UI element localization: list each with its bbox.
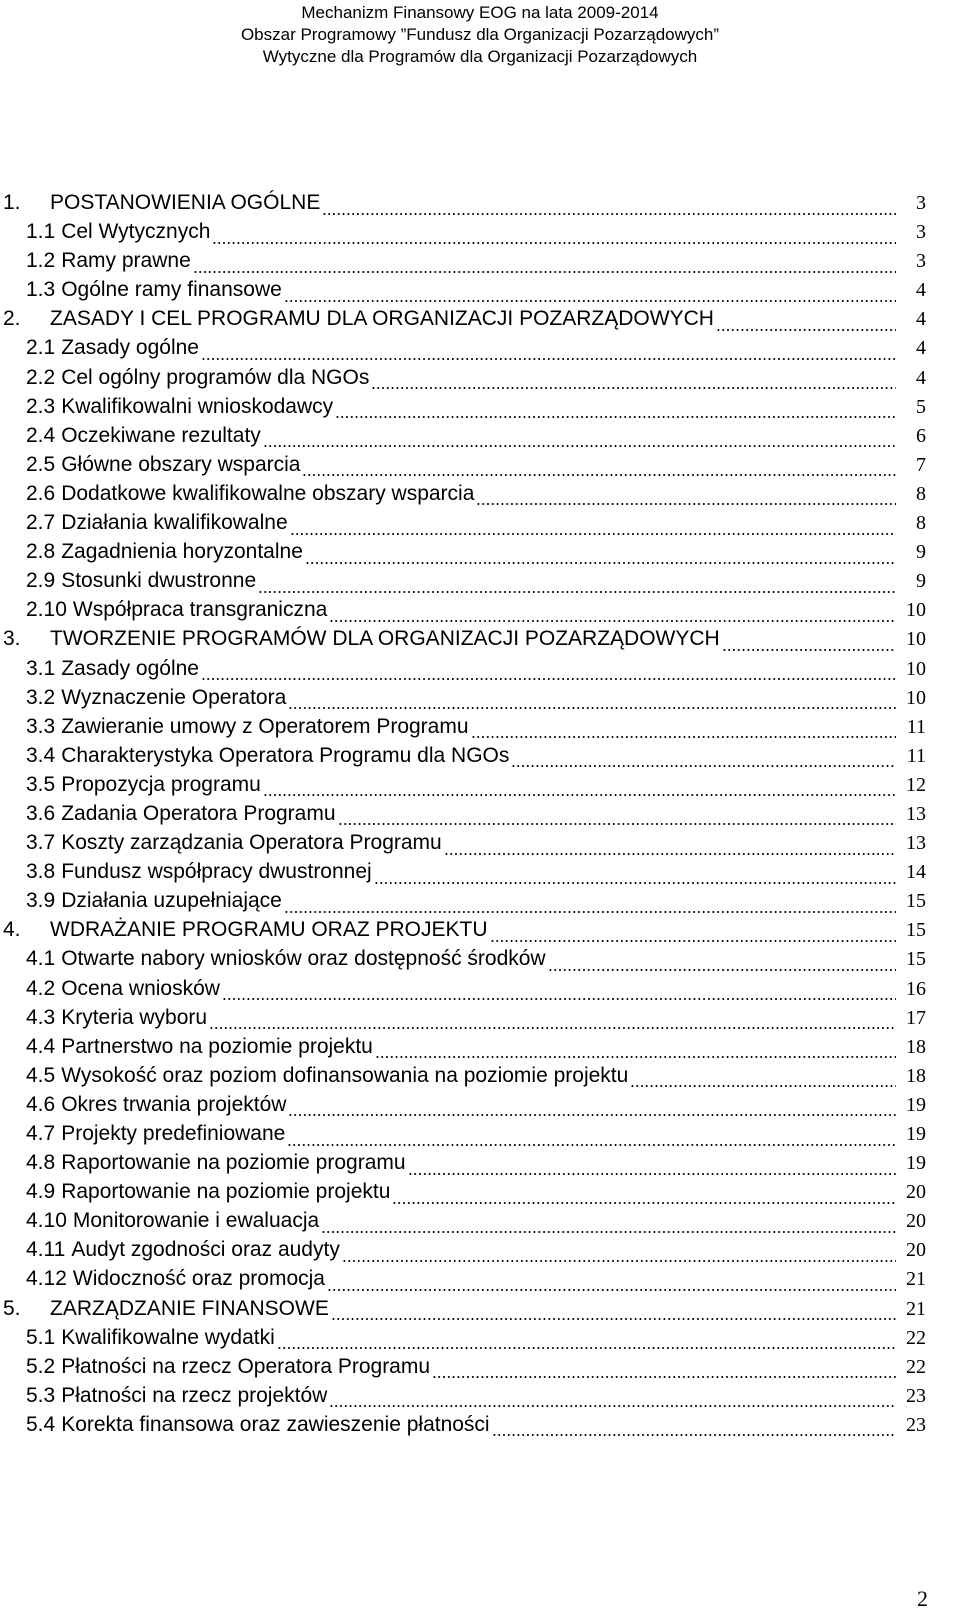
toc-entry-page: 10 (906, 599, 926, 622)
toc-entry-title: Wyznaczenie Operatora (61, 683, 288, 712)
toc-entry-page: 4 (916, 337, 926, 360)
toc-entry-title: Dodatkowe kwalifikowalne obszary wsparcia (61, 479, 476, 508)
toc-entry-title: Kwalifikowalne wydatki (61, 1323, 277, 1352)
toc-section-entry[interactable] (0, 1090, 960, 1119)
toc-entry-title: Korekta finansowa oraz zawieszenie płatności (61, 1410, 491, 1439)
toc-dot-leader (263, 427, 896, 448)
toc-entry-number: 4.1 (26, 947, 56, 971)
toc-section-entry[interactable] (0, 1061, 960, 1090)
toc-entry-page: 18 (906, 1064, 926, 1087)
toc-entry-page: 13 (906, 832, 926, 855)
toc-dot-leader (335, 398, 896, 419)
toc-entry-page: 9 (916, 570, 926, 593)
toc-entry-title: Wysokość oraz poziom dofinansowania na poziomie projektu (61, 1061, 630, 1090)
toc-entry-title: Oczekiwane rezultaty (61, 421, 263, 450)
toc-dot-leader (548, 951, 896, 972)
toc-dot-leader (374, 864, 896, 885)
toc-entry-page: 4 (916, 366, 926, 389)
toc-entry-page: 6 (916, 424, 926, 447)
toc-entry-page: 13 (906, 802, 926, 825)
toc-entry-title: Otwarte nabory wniosków oraz dostępność środków (61, 944, 547, 973)
toc-entry-number: 4.2 (26, 976, 56, 1000)
toc-entry-page: 20 (906, 1239, 926, 1262)
toc-dot-leader (288, 1096, 896, 1117)
toc-dot-leader (511, 747, 896, 768)
toc-entry-number: 1.2 (26, 249, 56, 273)
toc-dot-leader (258, 573, 896, 594)
toc-section-entry[interactable] (0, 770, 960, 799)
toc-section-entry[interactable] (0, 1264, 960, 1293)
toc-entry-title: Kwalifikowalni wnioskodawcy (61, 392, 335, 421)
toc-dot-leader (287, 1126, 896, 1147)
toc-dot-leader (338, 805, 896, 826)
toc-section-entry[interactable] (0, 799, 960, 828)
toc-entry-title: Stosunki dwustronne (61, 566, 258, 595)
toc-section-entry[interactable] (0, 1148, 960, 1177)
toc-section-entry[interactable] (0, 392, 960, 421)
toc-entry-title: Raportowanie na poziomie projektu (61, 1177, 392, 1206)
toc-dot-leader (329, 1387, 896, 1408)
toc-entry-number: 5.2 (26, 1354, 56, 1378)
toc-entry-title: POSTANOWIENIA OGÓLNE (50, 188, 322, 217)
toc-entry-title: Audyt zgodności oraz audyty (71, 1235, 342, 1264)
toc-dot-leader (716, 311, 896, 332)
toc-dot-leader (302, 456, 896, 477)
toc-entry-page: 18 (906, 1035, 926, 1058)
toc-entry-number: 3.3 (26, 714, 56, 738)
toc-dot-leader (321, 1213, 896, 1234)
toc-dot-leader (630, 1067, 896, 1088)
toc-entry-number: 5. (3, 1296, 21, 1320)
toc-entry-page: 5 (916, 395, 926, 418)
toc-dot-leader (201, 340, 896, 361)
toc-dot-leader (408, 1155, 896, 1176)
toc-dot-leader (201, 660, 896, 681)
toc-entry-page: 10 (906, 657, 926, 680)
page-number: 2 (917, 1586, 928, 1611)
toc-entry-title: Zasady ogólne (61, 333, 201, 362)
toc-dot-leader (305, 544, 896, 565)
toc-entry-number: 3.4 (26, 743, 56, 767)
toc-entry-page: 20 (906, 1210, 926, 1233)
toc-chapter-entry[interactable] (0, 1294, 960, 1323)
toc-dot-leader (284, 893, 896, 914)
toc-entry-page: 21 (906, 1297, 926, 1320)
toc-entry-number: 5.4 (26, 1412, 56, 1436)
toc-entry-page: 3 (916, 250, 926, 273)
toc-section-entry[interactable] (0, 1177, 960, 1206)
toc-section-entry[interactable] (0, 1235, 960, 1264)
toc-entry-title: Główne obszary wsparcia (61, 450, 302, 479)
toc-entry-page: 10 (906, 686, 926, 709)
toc-entry-number: 1. (3, 191, 21, 214)
toc-section-entry[interactable] (0, 537, 960, 566)
toc-dot-leader (209, 1009, 896, 1030)
toc-entry-page: 8 (916, 482, 926, 505)
toc-entry-number: 1.1 (26, 220, 56, 244)
toc-section-entry[interactable] (0, 450, 960, 479)
toc-section-entry[interactable] (0, 246, 960, 275)
toc-entry-page: 23 (906, 1384, 926, 1407)
toc-dot-leader (371, 369, 896, 390)
toc-section-entry[interactable] (0, 1323, 960, 1352)
toc-entry-number: 3.6 (26, 801, 56, 825)
toc-entry-page: 20 (906, 1181, 926, 1204)
toc-entry-number: 3.7 (26, 831, 56, 855)
page-header (0, 2, 960, 68)
toc-dot-leader (476, 485, 896, 506)
toc-entry-number: 3.5 (26, 772, 56, 796)
toc-entry-title: Zadania Operatora Programu (61, 799, 337, 828)
toc-chapter-entry[interactable] (0, 915, 960, 944)
toc-entry-title: Partnerstwo na poziomie projektu (61, 1032, 375, 1061)
toc-entry-number: 4. (3, 918, 21, 942)
toc-dot-leader (193, 253, 896, 274)
toc-entry-title: Projekty predefiniowane (61, 1119, 287, 1148)
toc-entry-title: Kryteria wyboru (61, 1003, 209, 1032)
toc-entry-number: 4.11 (26, 1238, 66, 1262)
toc-entry-number: 3.9 (26, 889, 56, 913)
toc-entry-number: 4.5 (26, 1063, 56, 1087)
toc-entry-page: 15 (906, 948, 926, 971)
toc-entry-page: 16 (906, 977, 926, 1000)
toc-entry-number: 2.3 (26, 394, 56, 418)
toc-entry-title: ZASADY I CEL PROGRAMU DLA ORGANIZACJI POZARZĄDOWYCH (50, 304, 716, 333)
toc-entry-title: Płatności na rzecz projektów (61, 1381, 329, 1410)
toc-dot-leader (432, 1358, 896, 1379)
toc-chapter-entry[interactable] (0, 188, 960, 217)
header-document-title: Wytyczne dla Programów dla Organizacji Pozarządowych (262, 47, 698, 66)
toc-entry-title: Ramy prawne (61, 246, 193, 275)
toc-entry-page: 4 (916, 279, 926, 302)
toc-entry-title: ZARZĄDZANIE FINANSOWE (50, 1294, 331, 1323)
toc-section-entry[interactable] (0, 1032, 960, 1061)
toc-entry-title: Okres trwania projektów (61, 1090, 288, 1119)
toc-entry-page: 22 (906, 1326, 926, 1349)
toc-dot-leader (331, 1300, 896, 1321)
toc-entry-page: 19 (906, 1152, 926, 1175)
toc-entry-number: 2. (3, 307, 21, 331)
table-of-contents (0, 188, 960, 1439)
toc-entry-title: Płatności na rzecz Operatora Programu (61, 1352, 432, 1381)
toc-entry-number: 3.2 (26, 685, 56, 709)
toc-entry-title: Ogólne ramy finansowe (61, 275, 284, 304)
toc-dot-leader (277, 1329, 896, 1350)
toc-dot-leader (322, 195, 896, 216)
toc-entry-page: 3 (916, 221, 926, 244)
toc-dot-leader (288, 689, 896, 710)
toc-dot-leader (490, 922, 896, 943)
toc-entry-title: Monitorowanie i ewaluacja (73, 1206, 321, 1235)
toc-entry-number: 4.4 (26, 1034, 56, 1058)
toc-entry-number: 4.3 (26, 1005, 56, 1029)
toc-dot-leader (444, 835, 896, 856)
toc-dot-leader (375, 1038, 896, 1059)
toc-entry-page: 8 (916, 512, 926, 535)
toc-section-entry[interactable] (0, 886, 960, 915)
toc-entry-title: Fundusz współpracy dwustronnej (61, 857, 374, 886)
toc-entry-title: Działania uzupełniające (61, 886, 284, 915)
toc-entry-page: 4 (916, 308, 926, 331)
toc-entry-number: 2.4 (26, 423, 56, 447)
toc-entry-number: 3.1 (26, 656, 56, 680)
toc-entry-page: 21 (906, 1268, 926, 1291)
toc-entry-number: 4.6 (26, 1092, 56, 1116)
toc-section-entry[interactable] (0, 1206, 960, 1235)
toc-entry-title: Zagadnienia horyzontalne (61, 537, 305, 566)
toc-entry-title: Działania kwalifikowalne (61, 508, 289, 537)
header-program-area: Obszar Programowy ”Fundusz dla Organizacji Pozarządowych” (240, 25, 720, 44)
toc-dot-leader (392, 1184, 896, 1205)
toc-section-entry[interactable] (0, 217, 960, 246)
toc-dot-leader (327, 1271, 896, 1292)
toc-entry-page: 3 (916, 192, 926, 214)
toc-section-entry[interactable] (0, 828, 960, 857)
toc-section-entry[interactable] (0, 1381, 960, 1410)
toc-entry-number: 2.6 (26, 481, 56, 505)
toc-entry-number: 4.9 (26, 1180, 56, 1204)
toc-entry-page: 19 (906, 1123, 926, 1145)
toc-entry-page: 12 (906, 773, 926, 796)
header-program-title: Mechanizm Finansowy EOG na lata 2009-2014 (301, 3, 659, 22)
toc-entry-number: 2.10 (26, 598, 67, 622)
toc-entry-page: 10 (906, 628, 926, 651)
toc-entry-title: Cel ogólny programów dla NGOs (61, 363, 371, 392)
toc-section-entry[interactable] (0, 712, 960, 741)
toc-entry-number: 2.8 (26, 540, 56, 564)
toc-entry-number: 5.1 (26, 1325, 56, 1349)
toc-entry-number: 2.9 (26, 569, 56, 593)
toc-entry-page: 23 (906, 1413, 926, 1436)
toc-dot-leader (471, 718, 896, 739)
toc-section-entry[interactable] (0, 1352, 960, 1381)
toc-section-entry[interactable] (0, 741, 960, 770)
toc-section-entry[interactable] (0, 944, 960, 973)
toc-section-entry[interactable] (0, 333, 960, 362)
toc-entry-page: 14 (906, 861, 926, 884)
toc-entry-title: Zawieranie umowy z Operatorem Programu (61, 712, 470, 741)
toc-section-entry[interactable] (0, 857, 960, 886)
toc-entry-number: 4.8 (26, 1151, 56, 1175)
toc-section-entry[interactable] (0, 1410, 960, 1439)
toc-dot-leader (212, 224, 896, 245)
toc-entry-number: 3.8 (26, 860, 56, 884)
toc-dot-leader (722, 631, 896, 652)
toc-section-entry[interactable] (0, 566, 960, 595)
toc-dot-leader (222, 980, 896, 1001)
toc-section-entry[interactable] (0, 595, 960, 624)
toc-section-entry[interactable] (0, 683, 960, 712)
toc-entry-number: 1.3 (26, 278, 56, 302)
toc-entry-title: Charakterystyka Operatora Programu dla NGOs (61, 741, 511, 770)
toc-entry-number: 2.2 (26, 365, 56, 389)
toc-entry-number: 2.1 (26, 336, 56, 360)
toc-section-entry[interactable] (0, 363, 960, 392)
toc-entry-title: Współpraca transgraniczna (73, 595, 329, 624)
toc-entry-page: 11 (906, 744, 926, 767)
toc-entry-title: Cel Wytycznych (61, 217, 212, 246)
toc-entry-page: 7 (916, 453, 926, 476)
toc-entry-title: Zasady ogólne (61, 654, 201, 683)
toc-entry-page: 15 (906, 919, 926, 942)
toc-entry-title: WDRAŻANIE PROGRAMU ORAZ PROJEKTU (50, 915, 490, 944)
toc-dot-leader (290, 515, 896, 536)
toc-section-entry[interactable] (0, 1119, 960, 1148)
toc-dot-leader (263, 776, 896, 797)
toc-section-entry[interactable] (0, 275, 960, 304)
toc-entry-title: Ocena wniosków (61, 974, 222, 1003)
toc-entry-title: Raportowanie na poziomie programu (61, 1148, 407, 1177)
toc-chapter-entry[interactable] (0, 304, 960, 333)
toc-entry-number: 2.5 (26, 452, 56, 476)
toc-entry-page: 19 (906, 1093, 926, 1116)
toc-entry-page: 15 (906, 890, 926, 913)
toc-section-entry[interactable] (0, 974, 960, 1003)
toc-dot-leader (329, 602, 896, 623)
toc-entry-page: 11 (906, 715, 926, 738)
toc-entry-number: 4.12 (26, 1267, 67, 1291)
toc-section-entry[interactable] (0, 479, 960, 508)
toc-dot-leader (284, 282, 896, 303)
toc-entry-page: 22 (906, 1355, 926, 1378)
toc-entry-number: 2.7 (26, 511, 56, 535)
toc-entry-page: 9 (916, 541, 926, 564)
toc-section-entry[interactable] (0, 654, 960, 683)
toc-entry-page: 17 (906, 1006, 926, 1029)
toc-entry-title: Widoczność oraz promocja (73, 1264, 327, 1293)
toc-entry-number: 5.3 (26, 1383, 56, 1407)
toc-entry-title: Propozycja programu (61, 770, 263, 799)
toc-entry-number: 4.7 (26, 1122, 56, 1145)
toc-entry-number: 4.10 (26, 1209, 67, 1233)
toc-dot-leader (342, 1242, 896, 1263)
toc-dot-leader (492, 1416, 896, 1437)
toc-entry-title: TWORZENIE PROGRAMÓW DLA ORGANIZACJI POZARZĄDOWYCH (50, 624, 722, 653)
toc-entry-number: 3. (3, 627, 21, 651)
toc-section-entry[interactable] (0, 421, 960, 450)
toc-section-entry[interactable] (0, 1003, 960, 1032)
toc-chapter-entry[interactable] (0, 624, 960, 653)
toc-section-entry[interactable] (0, 508, 960, 537)
toc-entry-title: Koszty zarządzania Operatora Programu (61, 828, 444, 857)
